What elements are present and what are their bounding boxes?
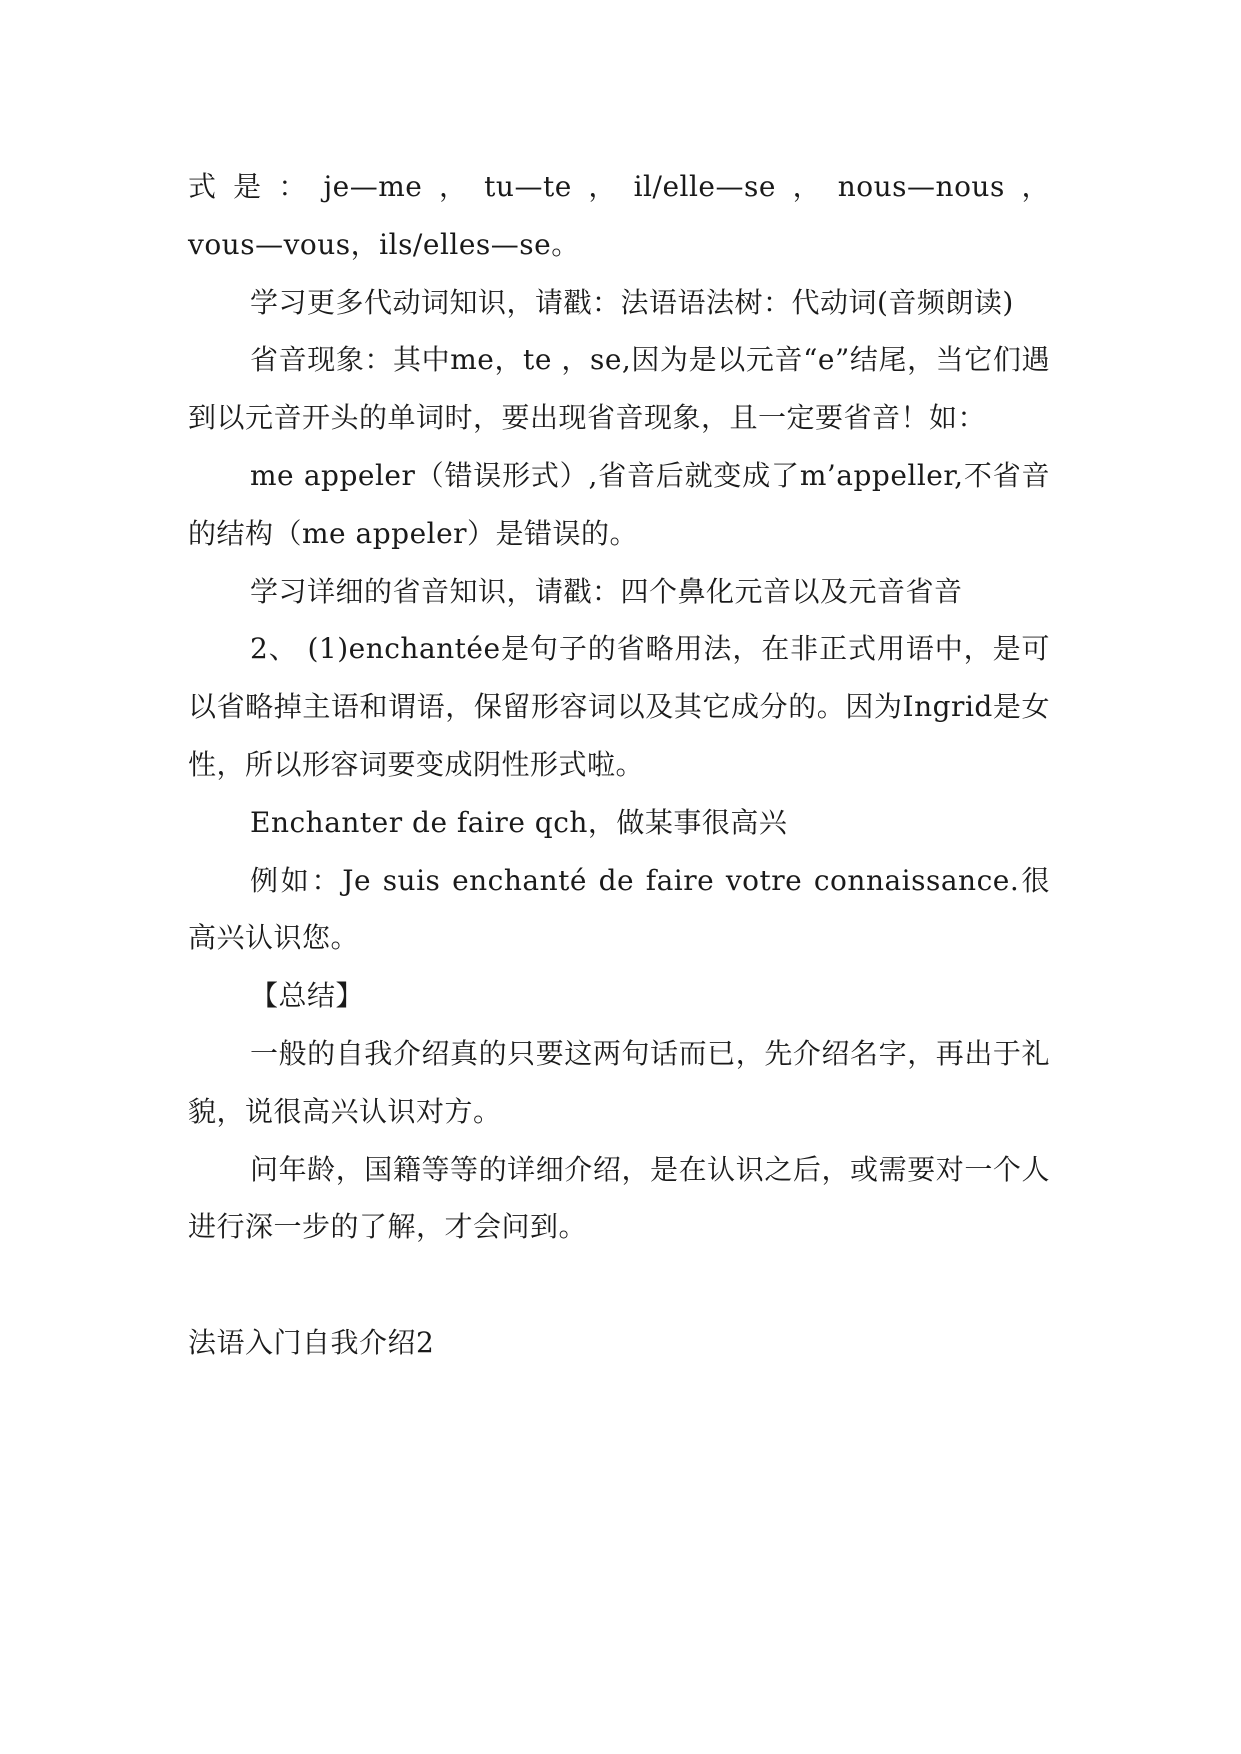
paragraph-summary-heading: 【总结】 <box>250 979 365 1013</box>
section-spacer <box>188 1256 1050 1314</box>
paragraph-elision-example: me appeler（错误形式）,省音后就变成了m’appeller,不省音的结构（me appeler）是错误的。 <box>188 458 1050 550</box>
paragraph-summary-body: 一般的自我介绍真的只要这两句话而已，先介绍名字，再出于礼貌，说很高兴认识对方。 <box>188 1036 1050 1128</box>
paragraph-enchantee-usage: 2、 (1)enchantée是句子的省略用法，在非正式用语中，是可以省略掉主语和谓语，保留形容词以及其它成分的。因为Ingrid是女性，所以形容词要变成阴性形式啦。 <box>188 632 1050 781</box>
section-title: 法语入门自我介绍2 <box>188 1326 435 1360</box>
paragraph-reflexive-verb-link: 学习更多代动词知识，请戳：法语语法树：代动词(音频朗读) <box>250 285 1014 319</box>
paragraph-elision-link: 学习详细的省音知识，请戳：四个鼻化元音以及元音省音 <box>250 574 963 608</box>
paragraph-reflexive-pronouns-line2: vous—vous，ils/elles—se。 <box>188 227 580 261</box>
paragraph-enchanter-phrase: Enchanter de faire qch，做某事很高兴 <box>250 805 788 839</box>
paragraph-enchanter-example: 例如：Je suis enchanté de faire votre connaissance.很高兴认识您。 <box>188 863 1050 955</box>
paragraph-summary-details: 问年龄，国籍等等的详细介绍，是在认识之后，或需要对一个人进行深一步的了解，才会问到。 <box>188 1152 1050 1244</box>
paragraph-elision-phenomenon: 省音现象：其中me，te ，se,因为是以元音“e”结尾，当它们遇到以元音开头的单词时，要出现省音现象，且一定要省音！如： <box>188 343 1050 435</box>
paragraph-reflexive-pronouns-line1: 式是：je—me，tu—te，il/elle—se，nous—nous， <box>188 170 1050 203</box>
document-body <box>188 158 1050 1372</box>
